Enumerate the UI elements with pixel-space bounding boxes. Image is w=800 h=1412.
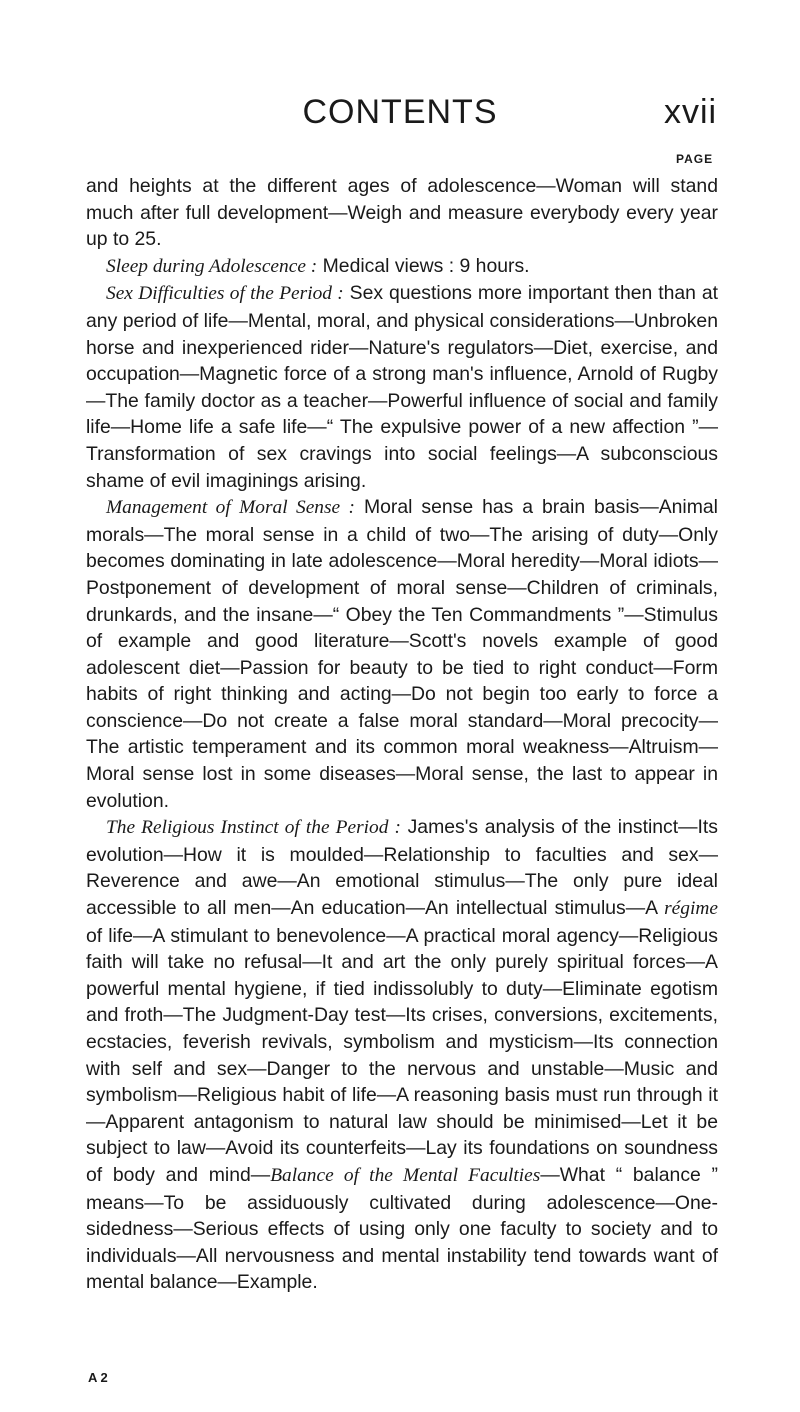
paragraph-text: of life—A stimulant to benevolence—A practical moral agency—Religious faith will take no refusal—It and art the only purely spiritual forces—A powerful mental hygiene, if tied indissolubly to duty—Eliminate egotism and froth—The Judgment-Day test—Its crises, conversions, excitements, ecstacies, feverish revivals, symbolism and mysticism—Its connection with self and sex—Danger to the nervous and unstable—Music and symbolism—Religious habit of life—A reasoning basis must run through it—Apparent antagonism to natural law should be minimised—Let it be subject to law—Avoid its counterfeits—Lay its foundations on soundness of body and mind—: [86, 924, 718, 1186]
running-header: [0, 92, 800, 142]
section-heading-sex-difficulties: Sex Difficulties of the Period :: [106, 283, 344, 305]
signature-mark: A 2: [88, 1370, 108, 1385]
italic-term-regime: régime: [664, 898, 718, 920]
paragraph-sleep: [86, 253, 718, 281]
paragraph-text: Moral sense has a brain basis—Animal morals—The moral sense in a child of two—The arising of duty—Only becomes dominating in late adolescence—Moral heredity—Moral idiots—Postponement of development of moral sense—Children of criminals, drunkards, and the insane—“ Obey the Ten Commandments ”—Stimulus of example and good literature—Scott's novels example of good adolescent diet—Passion for beauty to be tied to right conduct—Form habits of right thinking and acting—Do not begin too early to force a conscience—Do not create a false moral standard—Moral precocity—The artistic temperament and its common moral weakness—Altruism—Moral sense lost in some diseases—Moral sense, the last to appear in evolution.: [86, 496, 718, 812]
paragraph-text: and heights at the different ages of adolescence—Woman will stand much after full development—Weigh and measure everybody every year up to 25.: [86, 175, 718, 251]
contents-body: [86, 173, 718, 1296]
page-number: xvii: [664, 93, 718, 131]
paragraph-continuation: [86, 173, 718, 253]
page-column-label: PAGE: [676, 152, 714, 166]
paragraph-text: James's analysis of the instinct—Its evolution—How it is moulded—Relationship to faculties and sex—Reverence and awe—An emotional stimulus—The only pure ideal accessible to all men—An education—An intellectual stimulus—A: [86, 816, 718, 920]
paragraph-text: Sex questions more important then than at any period of life—Mental, moral, and physical considerations—Unbroken horse and inexperienced rider—Nature's regulators—Diet, exercise, and occupation—Magnetic force of a strong man's influence, Arnold of Rugby—The family doctor as a teacher—Powerful influence of social and family life—Home life a safe life—“ The expulsive power of a new affection ”—Transformation of sex cravings into social feelings—A subconscious shame of evil imaginings arising.: [86, 282, 718, 492]
section-heading-sleep: Sleep during Adolescence :: [106, 255, 318, 277]
section-heading-religious-instinct: The Religious Instinct of the Period :: [106, 817, 401, 839]
section-heading-balance: Balance of the Mental Faculties: [270, 1164, 541, 1186]
paragraph-text: —What “ balance ” means—To be assiduously cultivated during adolescence—One-sidedness—Serious effects of using only one faculty to society and to individuals—All nervousness and mental instability tend towards want of mental balance—Example.: [86, 1163, 718, 1294]
paragraph-text: Medical views : 9 hours.: [317, 254, 530, 277]
paragraph-sex-difficulties: [86, 280, 718, 494]
paragraph-moral-sense: [86, 494, 718, 814]
paragraph-religious-instinct: [86, 814, 718, 1296]
page-title: CONTENTS: [302, 93, 498, 131]
section-heading-moral-sense: Management of Moral Sense :: [106, 497, 356, 519]
